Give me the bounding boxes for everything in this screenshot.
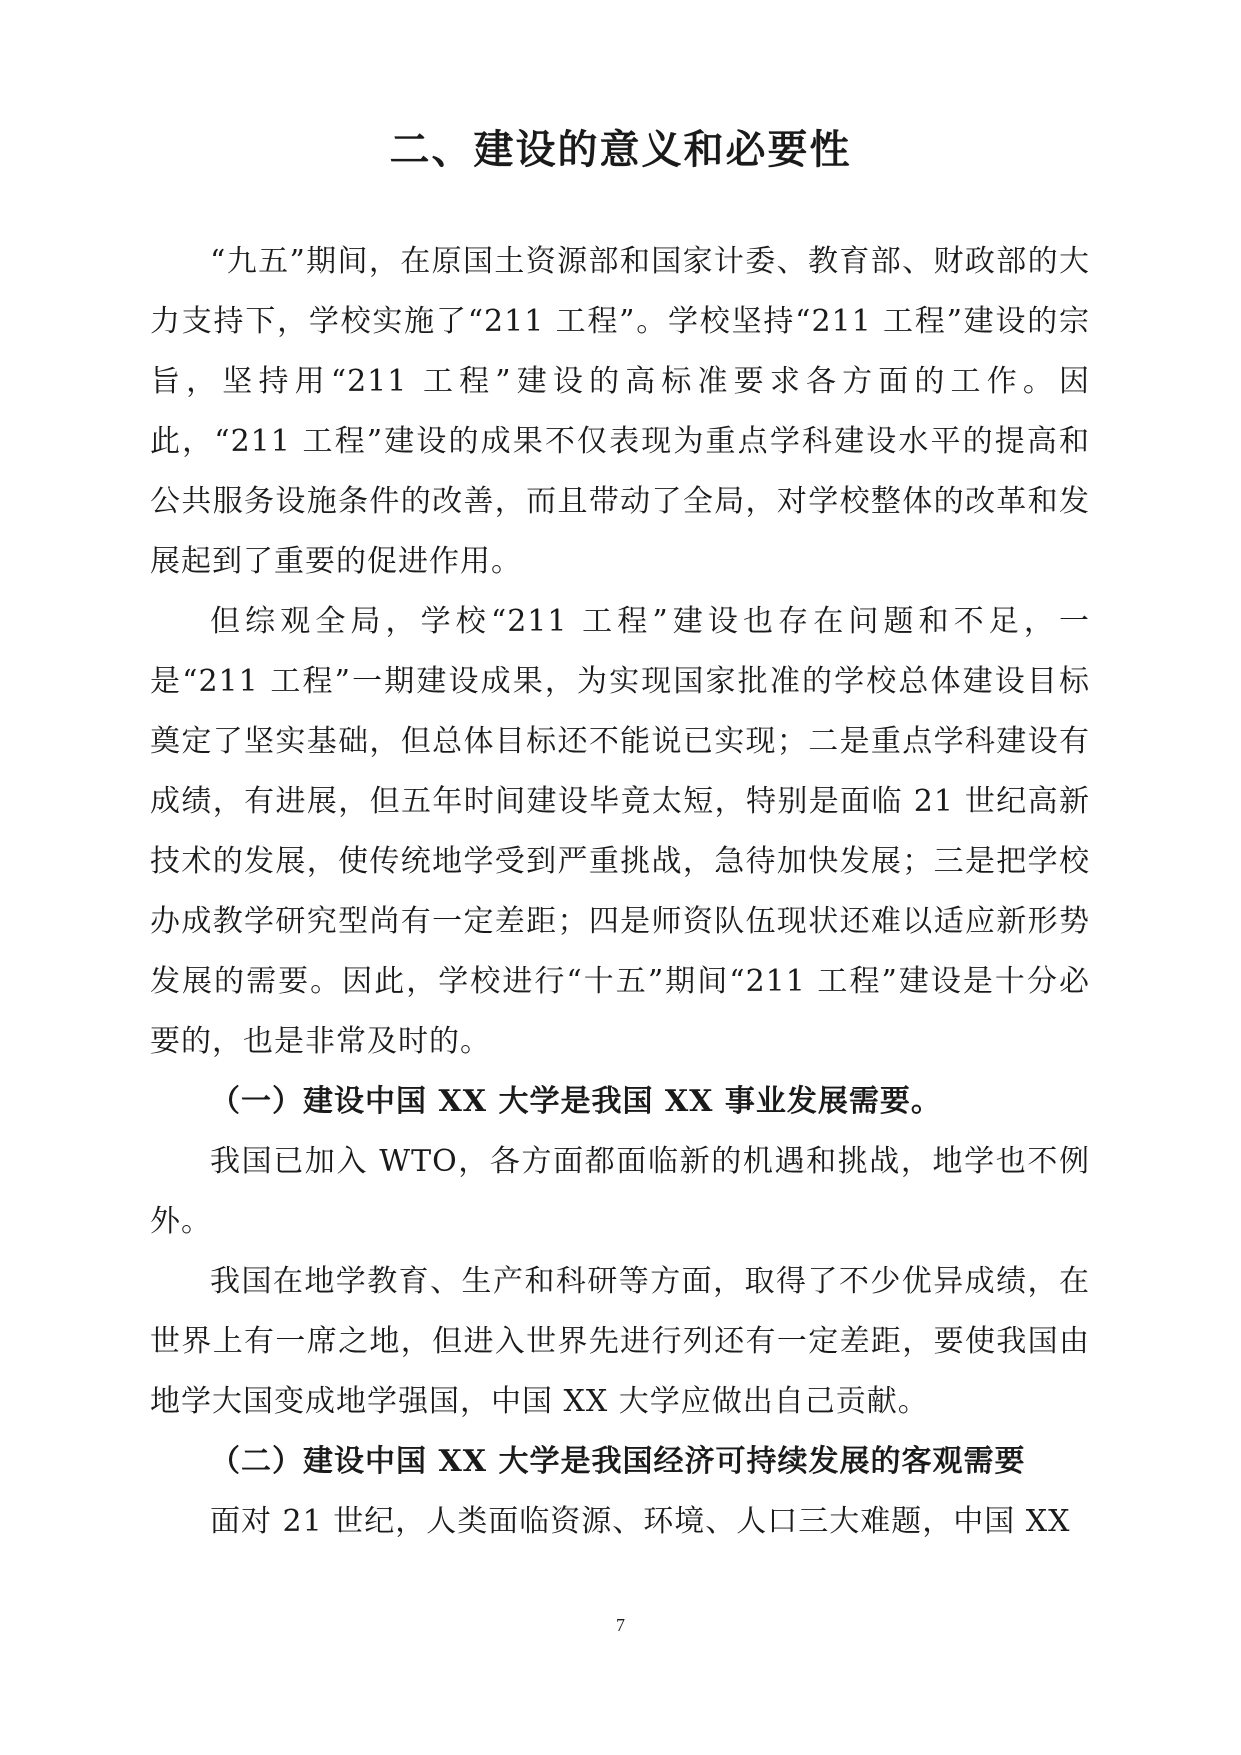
section1-paragraph-wto: 我国已加入 WTO，各方面都面临新的机遇和挑战，地学也不例外。 [150, 1144, 1090, 1239]
section2-paragraph-challenges: 面对 21 世纪，人类面临资源、环境、人口三大难题，中国 XX [210, 1504, 1071, 1539]
document-body [150, 232, 1090, 1552]
paragraph-intro: “九五”期间，在原国土资源部和国家计委、教育部、财政部的大力支持下，学校实施了“211 工程”。学校坚持“211 工程”建设的宗旨，坚持用“211 工程”建设的高标准要求各方面的工作。因此，“211 工程”建设的成果不仅表现为重点学科建设水平的提高和公共服务设施条件的改善，而且带动了全局，对学校整体的改革和发展起到了重要的促进作用。 [150, 244, 1090, 579]
section-heading-1: （一）建设中国 XX 大学是我国 XX 事业发展需要。 [210, 1084, 942, 1119]
section1-paragraph-achievements: 我国在地学教育、生产和科研等方面，取得了不少优异成绩，在世界上有一席之地，但进入世界先进行列还有一定差距，要使我国由地学大国变成地学强国，中国 XX 大学应做出自己贡献。 [150, 1264, 1090, 1419]
page-title: 二、建设的意义和必要性 [389, 127, 852, 173]
paragraph-problems: 但综观全局，学校“211 工程”建设也存在问题和不足，一是“211 工程”一期建设成果，为实现国家批准的学校总体建设目标奠定了坚实基础，但总体目标还不能说已实现；二是重点学科建设有成绩，有进展，但五年时间建设毕竟太短，特别是面临 21 世纪高新技术的发展，使传统地学受到严重挑战，急待加快发展；三是把学校办成教学研究型尚有一定差距；四是师资队伍现状还难以适应新形势发展的需要。因此，学校进行“十五”期间“211 工程”建设是十分必要的，也是非常及时的。 [150, 604, 1090, 1059]
section-heading-2: （二）建设中国 XX 大学是我国经济可持续发展的客观需要 [210, 1444, 1026, 1479]
page-number: 7 [616, 1615, 625, 1635]
